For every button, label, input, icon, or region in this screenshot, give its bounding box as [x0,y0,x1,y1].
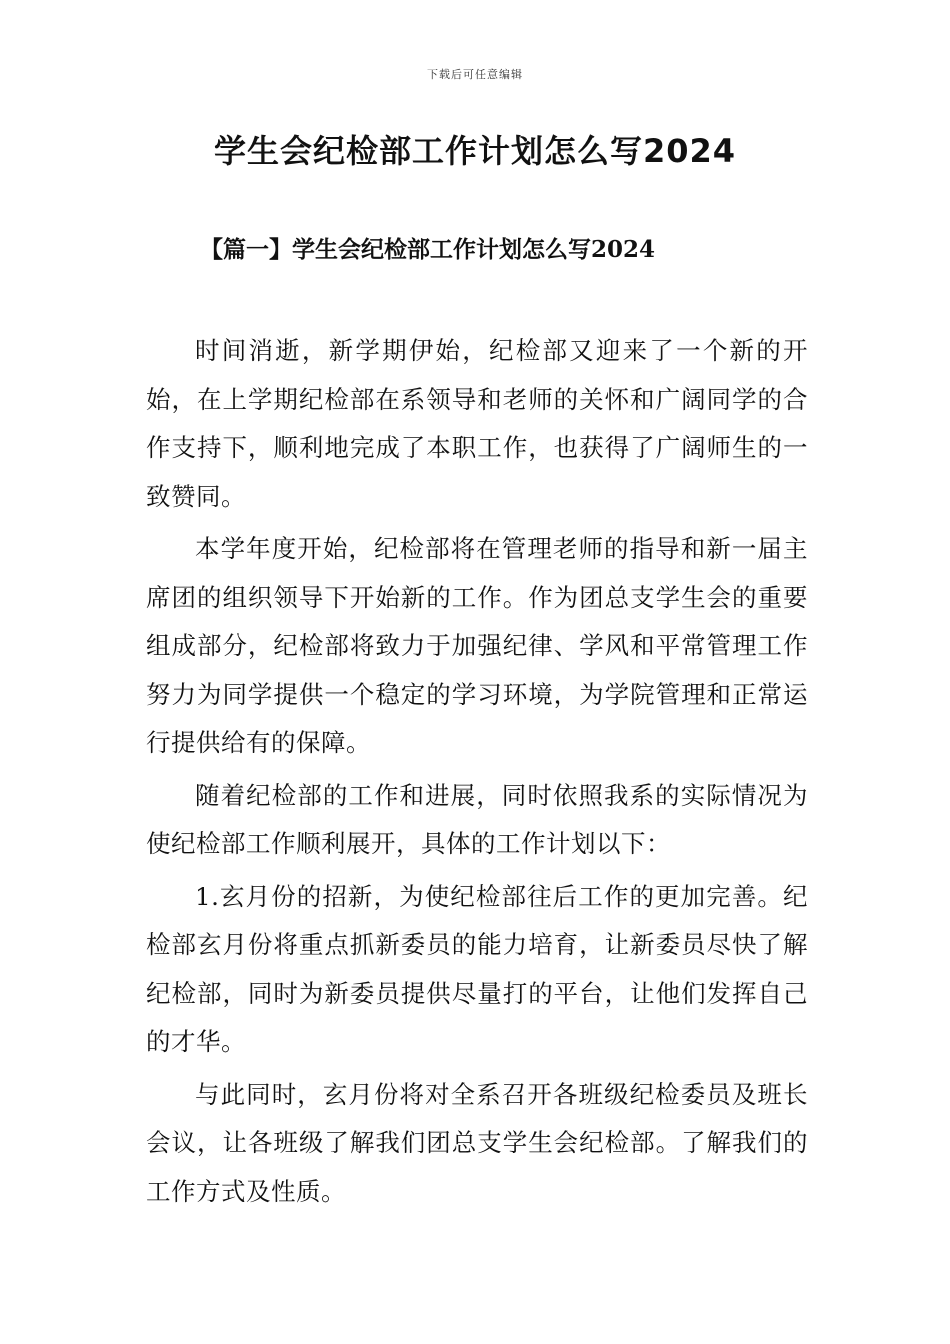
paragraph: 本学年度开始，纪检部将在管理老师的指导和新一届主席团的组织领导下开始新的工作。作为团总支学生会的重要组成部分，纪检部将致力于加强纪律、学风和平常管理工作努力为同学提供一个稳定的学习环境，为学院管理和正常运行提供给有的保障。 [146,534,808,757]
body-text [146,327,808,1220]
header-note: 下载后可任意编辑 [427,68,523,81]
section-heading: 【篇一】学生会纪检部工作计划怎么写2024 [200,236,656,263]
paragraph: 与此同时，玄月份将对全系召开各班级纪检委员及班长会议，让各班级了解我们团总支学生会纪检部。了解我们的工作方式及性质。 [146,1079,808,1206]
paragraph: 随着纪检部的工作和进展，同时依照我系的实际情况为使纪检部工作顺利展开，具体的工作计划以下： [146,780,808,858]
document-title: 学生会纪检部工作计划怎么写2024 [213,132,737,170]
paragraph: 1.玄月份的招新，为使纪检部往后工作的更加完善。纪检部玄月份将重点抓新委员的能力培育，让新委员尽快了解纪检部，同时为新委员提供尽量打的平台，让他们发挥自己的才华。 [146,881,808,1056]
paragraph: 时间消逝，新学期伊始，纪检部又迎来了一个新的开始，在上学期纪检部在系领导和老师的关怀和广阔同学的合作支持下，顺利地完成了本职工作，也获得了广阔师生的一致赞同。 [146,336,808,511]
